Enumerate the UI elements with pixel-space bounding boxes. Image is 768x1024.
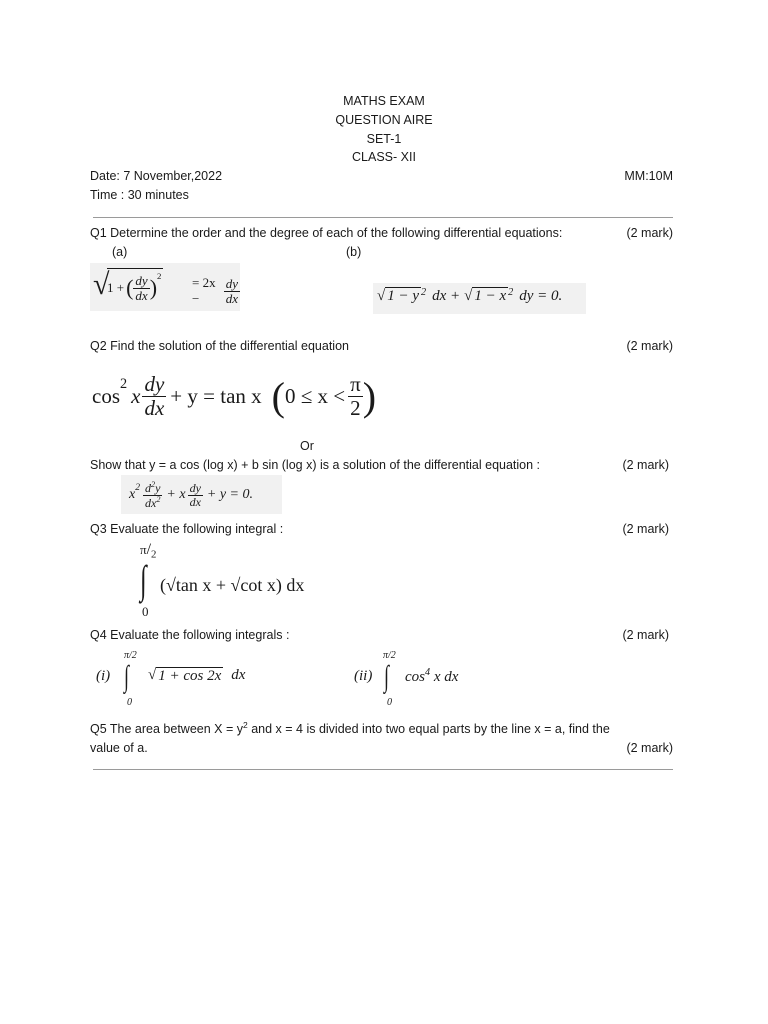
q4-ii-integrand: $\cos^4 x$ dx [405, 667, 459, 685]
q2-text: Q2 Find the solution of the differential equation [90, 339, 349, 353]
q3-lower-limit: 0 [142, 604, 149, 619]
q1-label-b: (b) [346, 245, 362, 259]
q4-marks: (2 mark) [622, 628, 669, 642]
q4-ii-label: (ii) [354, 668, 373, 684]
q4-i-integrand: √ 1 + cos 2x dx [148, 667, 246, 684]
q1-equation-b: √ 1 − y $^2$ dx + √ 1 − x $^2$ dy = 0. [373, 283, 586, 314]
exam-date: Date: 7 November,2022 [90, 169, 223, 183]
q2-alt-equation: x $^2$ $\frac{d^2y}{dx^2}$ + x $\frac{dy}{dx}$ + y = 0. [121, 475, 282, 514]
q4-ii-integral-sign: ∫ [384, 660, 389, 693]
divider-top [93, 217, 673, 218]
exam-subtitle: QUESTION AIRE [335, 113, 433, 127]
q4-i-lower-limit: 0 [127, 697, 132, 708]
q5-line1: Q5 The area between $X = y^2$ and x = 4 is divided into two equal parts by the line x = a, find the [90, 720, 610, 737]
q5-line2: value of a. [90, 741, 148, 755]
q4-ii-lower-limit: 0 [387, 697, 392, 708]
exam-time: Time : 30 minutes [90, 188, 189, 202]
q2-marks: (2 mark) [626, 339, 673, 353]
q4-text: Q4 Evaluate the following integrals : [90, 628, 290, 642]
q3-upper-limit: $\pi/_2$ [140, 541, 157, 561]
q3-marks: (2 mark) [622, 522, 669, 536]
exam-class: CLASS- XII [352, 150, 416, 164]
q1-equation-a: √ 1 + ( $\frac{dy}{dx}$ ) $^2$ = 2x − $\frac{dy}{dx}$ [90, 263, 240, 311]
q2-alt-text: Show that y = a cos (log x) + b sin (log x) is a solution of the differential equation : [90, 458, 541, 472]
q1-marks: (2 mark) [626, 226, 673, 240]
q3-integrand: (√tan x + √cot x) dx [160, 575, 305, 595]
q2-alt-marks: (2 mark) [622, 458, 669, 472]
divider-bottom [93, 769, 673, 770]
q1-text: Q1 Determine the order and the degree of each of the following differential equations: [90, 226, 563, 240]
q2-equation: cos $^2$ x $\frac{dy}{dx}$ + y = tan x ( 0 ≤ x < $\frac{\pi}{2}$ ) [92, 372, 377, 420]
q3-text: Q3 Evaluate the following integral : [90, 522, 284, 536]
q4-ii-upper-limit: π/2 [383, 650, 396, 661]
exam-set: SET-1 [366, 132, 402, 146]
q4-i-label: (i) [96, 668, 111, 684]
q1-label-a: (a) [112, 245, 128, 259]
max-marks: MM:10M [624, 169, 673, 183]
q4-i-upper-limit: π/2 [124, 650, 137, 661]
exam-title: MATHS EXAM [343, 94, 425, 108]
q2-or: Or [300, 439, 314, 453]
q5-marks: (2 mark) [626, 741, 673, 755]
q4-i-integral-sign: ∫ [124, 660, 129, 693]
q3-integral-sign: ∫ [140, 557, 147, 602]
